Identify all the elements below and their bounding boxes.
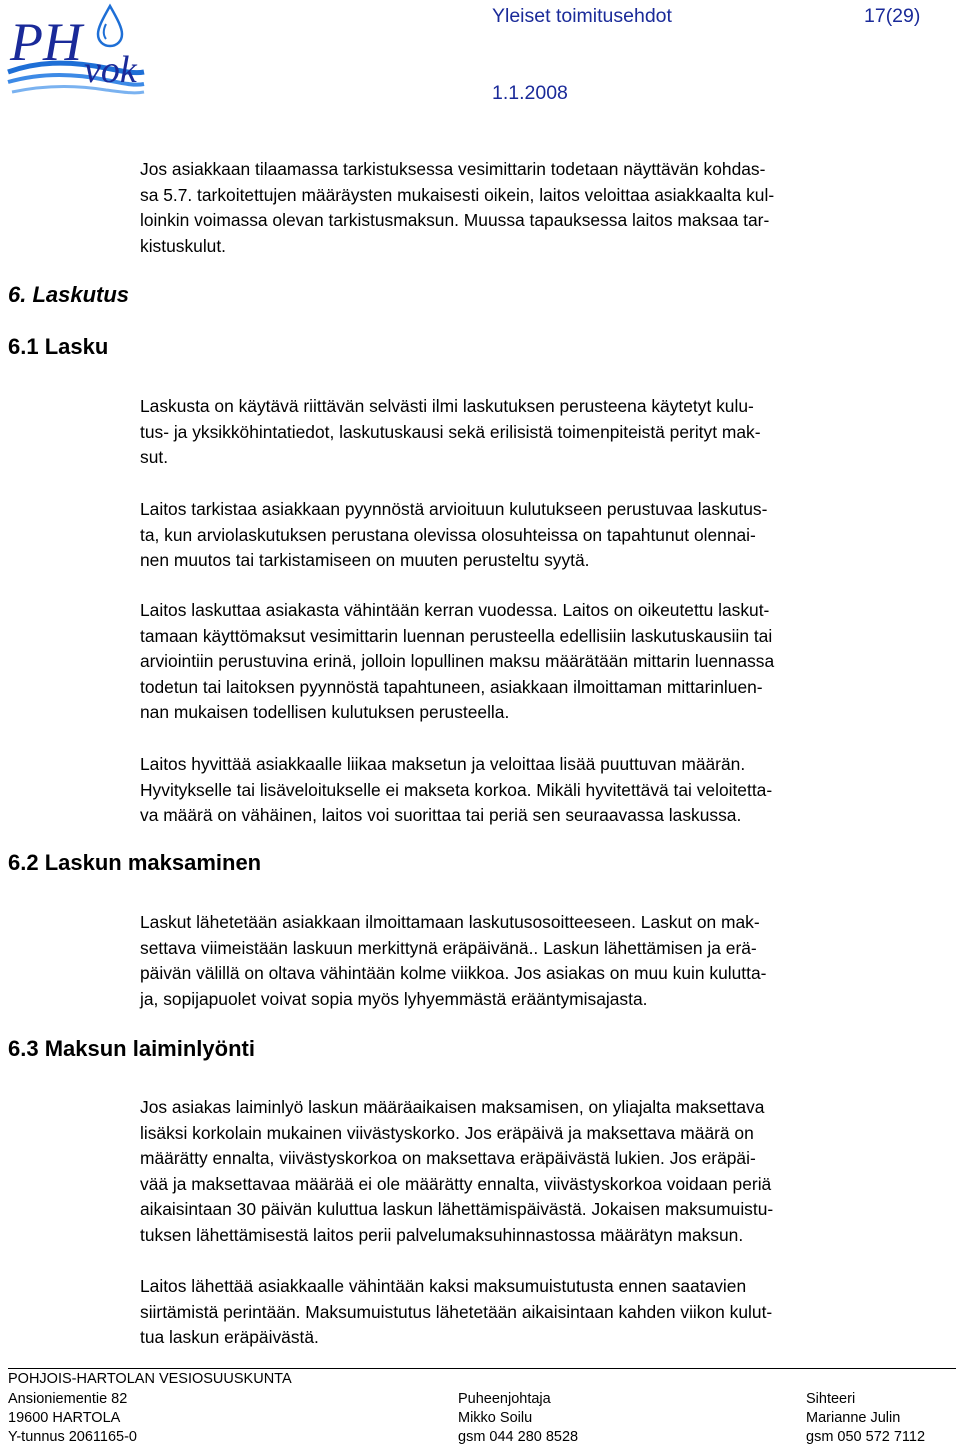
water-drop-logo-icon xyxy=(6,2,146,98)
paragraph-late-interest: Jos asiakas laiminlyö laskun määräaikaisen maksamisen, on yliajalta maksettava lisäksi korkolain mukainen viivästyskorko. Jos eräpäivä ja maksettava määrä on määrätty ennalta, viivästyskorkoa on maksettava eräpäivästä lukien. Jos eräpäi- vää ja maksettavaa määrää ei ole määrätty ennalta, viivästyskorkoa voidaan periä aikaisintaan 30 päivän kuluttua laskun lähettämispäivästä. Jokaisen maksumuistu- tuksen lähettämisestä laitos perii palvelumaksuhinnastossa määrätyn maksun. xyxy=(140,1097,774,1245)
paragraph-meter-check: Jos asiakkaan tilaamassa tarkistuksessa vesimittarin todetaan näyttävän kohdas- sa 5.7. tarkoitettujen määräysten mukaisesti oikein, laitos veloittaa asiakkaalta kul- loinkin voimassa olevan tarkistusmaksun. Muussa tapauksessa laitos maksaa tar- kistuskulut. xyxy=(140,159,775,256)
footer-secretary-name: Marianne Julin xyxy=(806,1410,901,1426)
footer-address-2: 19600 HARTOLA xyxy=(8,1410,121,1426)
company-logo xyxy=(6,2,146,98)
paragraph-payment-due: Laskut lähetetään asiakkaan ilmoittamaan laskutusosoitteeseen. Laskut on mak- settava viimeistään laskuun merkittynä eräpäivänä.. Laskun lähettämisen ja erä- päivän välillä on oltava vähintään kolme viikkoa. Jos asiakas on muu kuin kulutta- ja, sopijapuolet voivat sopia myös lyhyemmästä erääntymisajasta. xyxy=(140,912,767,1009)
paragraph-refund: Laitos hyvittää asiakkaalle liikaa maksetun ja veloittaa lisää puuttuvan määrän. Hyvitykselle tai lisäveloitukselle ei makseta korkoa. Mikäli hyvitettävä tai veloitetta- va määrä on vähäinen, laitos voi suorittaa tai periä sen seuraavassa laskussa. xyxy=(140,754,773,825)
document-date: 1.1.2008 xyxy=(492,82,568,104)
paragraph-billing-frequency: Laitos laskuttaa asiakasta vähintään kerran vuodessa. Laitos on oikeutettu laskut- tamaan käyttömaksut vesimittarin luennan perusteella edellisiin laskutuskausiin tai arviointiin perustuvina erinä, jolloin lopullinen maksu määrätään mittarin luennassa todetun tai laitoksen pyynnöstä tapahtuneen, asiakkaan ilmoittaman mittarinluen- nan mukaisen todellisen kulutuksen perusteella. xyxy=(140,600,775,722)
page-number: 17(29) xyxy=(864,5,921,27)
footer-divider xyxy=(8,1368,956,1369)
document-title: Yleiset toimitusehdot xyxy=(492,5,672,27)
paragraph-invoice-content: Laskusta on käytävä riittävän selvästi ilmi laskutuksen perusteena käytetyt kulu- tus- ja yksikköhintatiedot, laskutuskausi sekä erilisistä toimenpiteistä perityt mak- sut. xyxy=(140,396,761,467)
footer-org: POHJOIS-HARTOLAN VESIOSUUSKUNTA xyxy=(8,1371,292,1387)
footer-chair-phone: gsm 044 280 8528 xyxy=(458,1429,579,1445)
footer-chair-name: Mikko Soilu xyxy=(458,1410,533,1426)
section-heading-6-3: 6.3 Maksun laiminlyönti xyxy=(8,1036,255,1061)
footer-address-1: Ansioniementie 82 xyxy=(8,1391,128,1407)
footer-secretary-title: Sihteeri xyxy=(806,1391,856,1407)
paragraph-estimate-review: Laitos tarkistaa asiakkaan pyynnöstä arvioituun kulutukseen perustuvaa laskutus- ta, kun arviolaskutuksen perustana olevissa olosuhteissa on tapahtunut olennai- nen muutos tai tarkistamiseen on muuten perusteltu syytä. xyxy=(140,499,768,570)
section-heading-6: 6. Laskutus xyxy=(8,282,130,307)
section-heading-6-2: 6.2 Laskun maksaminen xyxy=(8,850,262,875)
logo-text-ph: PH xyxy=(10,12,82,72)
logo-text-vok: vok xyxy=(84,49,137,91)
footer-chair-title: Puheenjohtaja xyxy=(458,1391,551,1407)
section-heading-6-1: 6.1 Lasku xyxy=(8,334,109,359)
paragraph-reminders: Laitos lähettää asiakkaalle vähintään kaksi maksumuistutusta ennen saatavien siirtämistä perintään. Maksumuistutus lähetetään aikaisintaan kahden viikon kulut- tua laskun eräpäivästä. xyxy=(140,1276,773,1347)
footer-secretary-phone: gsm 050 572 7112 xyxy=(806,1429,926,1445)
footer-ytunnus: Y-tunnus 2061165-0 xyxy=(8,1429,137,1445)
